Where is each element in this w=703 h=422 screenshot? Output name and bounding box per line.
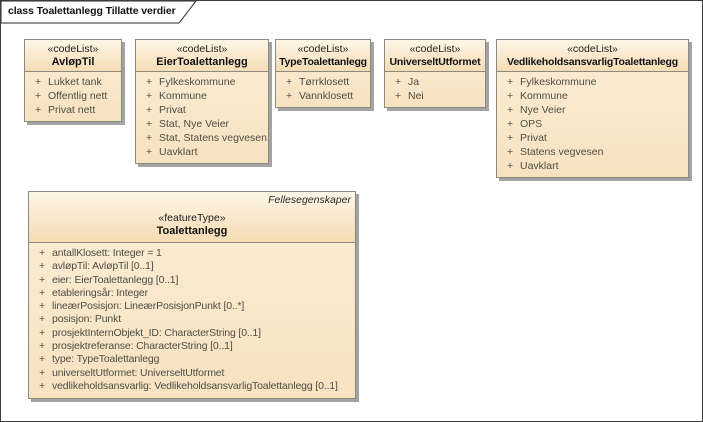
code-item-row: [499, 117, 686, 131]
codelist-type-items: [276, 72, 370, 107]
visibility-marker: +: [507, 160, 514, 172]
code-item-row: [499, 159, 686, 173]
visibility-marker: +: [146, 104, 153, 116]
attribute-row: [31, 353, 353, 366]
attribute-row: [31, 247, 353, 260]
attribute-label: type: TypeToalettanlegg: [52, 353, 160, 366]
code-item-row: [499, 145, 686, 159]
codelist-eier-items: [136, 72, 268, 163]
code-item-row: [138, 89, 266, 103]
code-item-label: Ja: [408, 76, 420, 88]
code-item-row: [387, 89, 483, 103]
attribute-row: [31, 300, 353, 313]
visibility-marker: +: [35, 104, 42, 116]
visibility-marker: +: [146, 146, 153, 158]
visibility-marker: +: [39, 286, 45, 299]
attribute-label: universeltUtformet: UniverseltUtformet: [52, 366, 225, 379]
codelist-vedlikehold-header: [497, 40, 688, 72]
code-item-row: [499, 89, 686, 103]
attribute-row: [31, 367, 353, 380]
code-item-label: Uavklart: [520, 160, 559, 172]
code-item-label: Uavklart: [159, 146, 198, 158]
visibility-marker: +: [146, 132, 153, 144]
visibility-marker: +: [39, 366, 45, 379]
stereotype-label: «codeList»: [297, 43, 349, 55]
visibility-marker: +: [39, 247, 45, 259]
attribute-label: prosjektInternObjekt_ID: CharacterString [0..1]: [52, 326, 261, 339]
code-item-label: Nye Veier: [520, 104, 566, 116]
code-item-row: [138, 103, 266, 117]
visibility-marker: +: [507, 90, 514, 102]
featuretype-name: Toalettanlegg: [156, 225, 228, 237]
code-item-row: [27, 75, 119, 89]
visibility-marker: +: [39, 340, 45, 353]
code-item-row: [278, 89, 368, 103]
attribute-label: avløpTil: AvløpTil [0..1]: [52, 260, 154, 273]
code-item-label: Privat: [520, 132, 547, 144]
code-item-row: [138, 117, 266, 131]
visibility-marker: +: [507, 132, 514, 144]
visibility-marker: +: [507, 118, 514, 130]
codelist-universelt-header: [385, 40, 485, 72]
visibility-marker: +: [146, 90, 153, 102]
code-item-label: Privat: [159, 104, 186, 116]
code-item-label: Stat, Nye Veier: [159, 118, 230, 130]
codelist-eiertoalettanlegg[interactable]: [135, 39, 269, 164]
codelist-name: VedlikeholdsansvarligToalettanlegg: [507, 56, 678, 68]
visibility-marker: +: [39, 353, 45, 366]
stereotype-label: «featureType»: [158, 212, 226, 224]
code-item-row: [499, 75, 686, 89]
codelist-avloptil[interactable]: [24, 39, 122, 122]
code-item-row: [278, 75, 368, 89]
attribute-row: [31, 327, 353, 340]
visibility-marker: +: [39, 260, 45, 273]
codelist-universelt-items: [385, 72, 485, 107]
visibility-marker: +: [395, 76, 402, 88]
stereotype-label: «codeList»: [409, 43, 461, 55]
visibility-marker: +: [39, 273, 45, 286]
codelist-name: UniverseltUtformet: [389, 56, 481, 68]
code-item-row: [499, 131, 686, 145]
code-item-label: Kommune: [159, 90, 207, 102]
code-item-label: Fylkeskommune: [159, 76, 236, 88]
code-item-label: Kommune: [520, 90, 568, 102]
visibility-marker: +: [507, 146, 514, 158]
code-item-row: [138, 75, 266, 89]
attribute-row: [31, 340, 353, 353]
attribute-label: antallKlosett: Integer = 1: [52, 247, 162, 259]
code-item-label: Nei: [408, 90, 424, 102]
codelist-avloptil-header: [25, 40, 121, 72]
stereotype-label: «codeList»: [567, 43, 618, 55]
code-item-row: [499, 103, 686, 117]
code-item-row: [387, 75, 483, 89]
attribute-label: prosjektreferanse: CharacterString [0..1]: [52, 340, 233, 353]
codelist-name: EierToalettanlegg: [156, 56, 248, 68]
codelist-vedlikeholdsansvarlig[interactable]: [496, 39, 689, 178]
attribute-label: lineærPosisjon: LineærPosisjonPunkt [0..*]: [52, 300, 245, 313]
attribute-label: posisjon: Punkt: [52, 313, 121, 326]
diagram-title: class Toalettanlegg Tillatte verdier: [8, 5, 176, 17]
visibility-marker: +: [507, 104, 514, 116]
code-item-label: Statens vegvesen: [520, 146, 604, 158]
stereotype-label: «codeList»: [176, 43, 228, 55]
visibility-marker: +: [146, 118, 153, 130]
stereotype-label: «codeList»: [47, 43, 99, 55]
code-item-label: Fylkeskommune: [520, 76, 597, 88]
visibility-marker: +: [507, 76, 514, 88]
code-item-row: [138, 131, 266, 145]
code-item-row: [27, 89, 119, 103]
visibility-marker: +: [39, 300, 45, 313]
visibility-marker: +: [39, 379, 45, 392]
attribute-label: eier: EierToalettanlegg [0..1]: [52, 273, 179, 286]
codelist-universeltutformet[interactable]: [384, 39, 486, 108]
visibility-marker: +: [395, 90, 402, 102]
package-label: Fellesegenskaper: [268, 194, 351, 206]
visibility-marker: +: [286, 76, 293, 88]
codelist-eier-header: [136, 40, 268, 72]
code-item-label: Stat, Statens vegvesen: [159, 132, 267, 144]
code-item-label: Lukket tank: [48, 76, 102, 88]
code-item-label: Offentlig nett: [48, 90, 108, 102]
attribute-label: vedlikeholdsansvarlig: VedlikeholdsansvarligToalettanlegg [0..1]: [52, 379, 338, 392]
diagram-title-tab: [1, 1, 197, 24]
attribute-row: [31, 380, 353, 393]
attribute-row: [31, 260, 353, 273]
visibility-marker: +: [35, 90, 42, 102]
visibility-marker: +: [39, 313, 45, 326]
visibility-marker: +: [35, 76, 42, 88]
featuretype-toalettanlegg[interactable]: [28, 191, 356, 399]
visibility-marker: +: [146, 76, 153, 88]
code-item-row: [138, 145, 266, 159]
featuretype-header: [29, 192, 355, 243]
code-item-row: [27, 103, 119, 117]
code-item-label: Privat nett: [48, 104, 96, 116]
featuretype-attributes: [29, 243, 355, 398]
codelist-type-header: [276, 40, 370, 72]
codelist-vedlikehold-items: [497, 72, 688, 177]
codelist-name: TypeToalettanlegg: [279, 56, 367, 68]
visibility-marker: +: [39, 326, 45, 339]
attribute-row: [31, 313, 353, 326]
codelist-avloptil-items: [25, 72, 121, 121]
code-item-label: Tørrklosett: [299, 76, 350, 88]
attribute-row: [31, 287, 353, 300]
code-item-label: OPS: [520, 118, 543, 130]
attribute-row: [31, 274, 353, 287]
visibility-marker: +: [286, 90, 293, 102]
codelist-typetoalettanlegg[interactable]: [275, 39, 371, 108]
attribute-label: etableringsår: Integer: [52, 286, 148, 299]
codelist-name: AvløpTil: [51, 56, 95, 68]
code-item-label: Vannklosett: [299, 90, 354, 102]
